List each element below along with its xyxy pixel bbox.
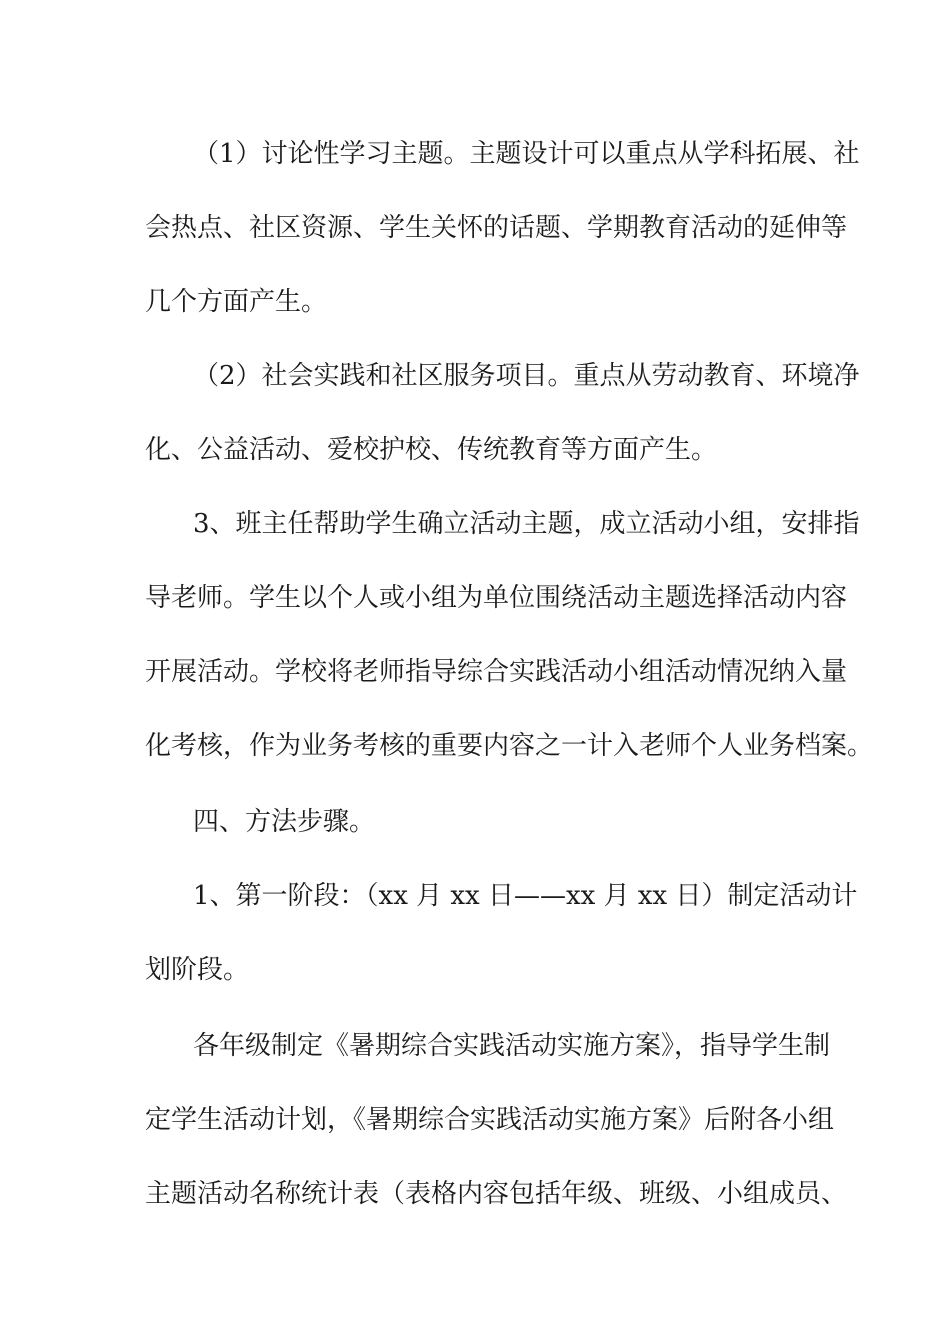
paragraph-line: 化考核，作为业务考核的重要内容之一计入老师个人业务档案。	[145, 731, 874, 761]
paragraph-line: （1）讨论性学习主题。主题设计可以重点从学科拓展、社	[193, 139, 860, 169]
paragraph-line: 定学生活动计划，《暑期综合实践活动实施方案》后附各小组	[145, 1105, 835, 1135]
paragraph-line: 各年级制定《暑期综合实践活动实施方案》，指导学生制	[193, 1031, 831, 1061]
paragraph-line: 化、公益活动、爱校护校、传统教育等方面产生。	[145, 435, 718, 465]
paragraph-line: 主题活动名称统计表（表格内容包括年级、班级、小组成员、	[145, 1179, 848, 1209]
paragraph-line: 开展活动。学校将老师指导综合实践活动小组活动情况纳入量	[145, 657, 848, 687]
section-heading: 四、方法步骤。	[193, 807, 376, 837]
paragraph-line: 会热点、社区资源、学生关怀的话题、学期教育活动的延伸等	[145, 213, 848, 243]
paragraph-line: 3、班主任帮助学生确立活动主题，成立活动小组，安排指	[193, 509, 860, 539]
paragraph-line: （2）社会实践和社区服务项目。重点从劳动教育、环境净	[193, 361, 860, 391]
paragraph-line: 1、第一阶段：（xx 月 xx 日——xx 月 xx 日）制定活动计	[193, 881, 858, 911]
paragraph-line: 导老师。学生以个人或小组为单位围绕活动主题选择活动内容	[145, 583, 848, 613]
paragraph-line: 划阶段。	[145, 955, 250, 985]
paragraph-line: 几个方面产生。	[145, 287, 328, 317]
